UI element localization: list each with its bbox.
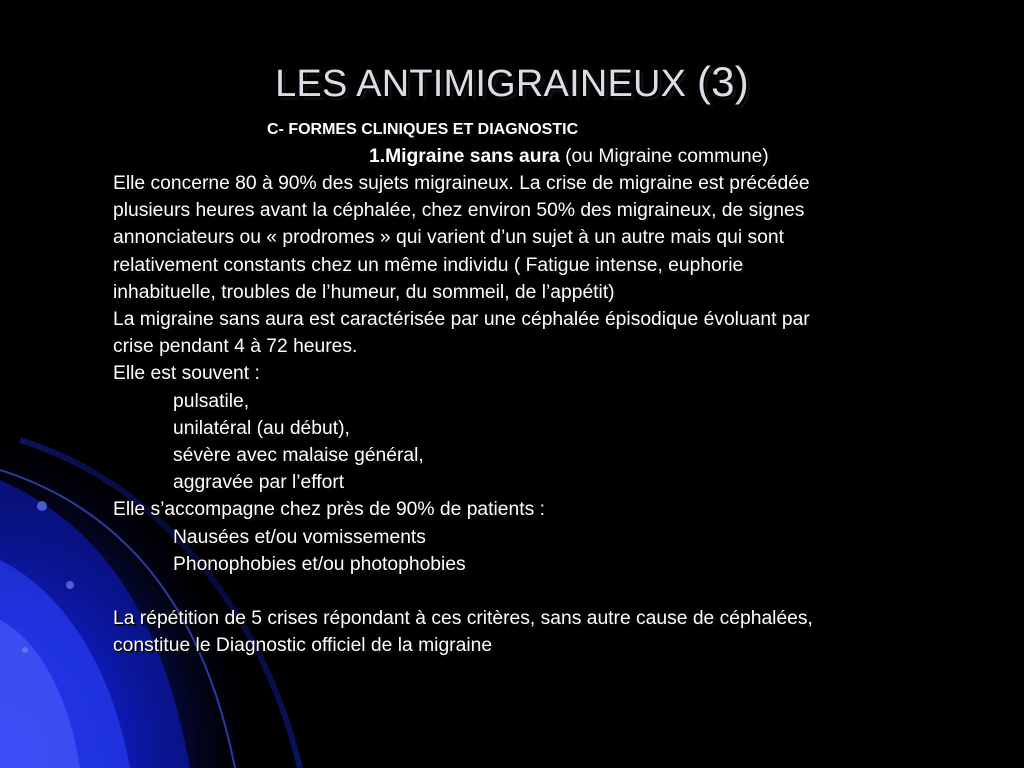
list-item: unilatéral (au début),: [173, 417, 350, 439]
slide-title-number: (3): [696, 58, 749, 105]
subheading-bold: 1.Migraine sans aura: [369, 146, 560, 167]
conclusion-line: constitue le Diagnostic officiel de la migraine: [113, 635, 493, 657]
paragraph-line: plusieurs heures avant la céphalée, chez environ 50% des migraineux, de signes: [113, 200, 805, 222]
slide-title: [0, 58, 1024, 106]
list-item: sévère avec malaise général,: [173, 445, 424, 467]
list-item: aggravée par l’effort: [173, 472, 345, 494]
conclusion-line: La répétition de 5 crises répondant à ces critères, sans autre cause de céphalées,: [113, 608, 813, 630]
paragraph-line: Elle concerne 80 à 90% des sujets migraineux. La crise de migraine est précédée: [113, 173, 810, 194]
list-item: Phonophobies et/ou photophobies: [173, 553, 466, 575]
list-item: Nausées et/ou vomissements: [173, 526, 426, 548]
paragraph-line: La migraine sans aura est caractérisée par une céphalée épisodique évoluant par: [113, 309, 810, 331]
accompanied-intro: Elle s’accompagne chez près de 90% de patients :: [113, 499, 545, 521]
slide-title-text: LES ANTIMIGRAINEUX: [275, 63, 697, 105]
often-intro: Elle est souvent :: [113, 363, 260, 385]
spacer: [113, 578, 963, 605]
subheading-rest: (ou Migraine commune): [559, 146, 769, 167]
paragraph-line: annonciateurs ou « prodromes » qui varient d’un sujet à un autre mais qui sont: [113, 227, 784, 249]
paragraph-line: relativement constants chez un même individu ( Fatigue intense, euphorie: [113, 254, 744, 276]
section-heading: C- FORMES CLINIQUES ET DIAGNOSTIC: [267, 121, 579, 138]
slide-body: [113, 116, 963, 660]
list-item: pulsatile,: [173, 390, 250, 412]
paragraph-line: crise pendant 4 à 72 heures.: [113, 336, 358, 358]
paragraph-line: inhabituelle, troubles de l’humeur, du sommeil, de l’appétit): [113, 281, 615, 303]
subheading: [113, 143, 963, 170]
